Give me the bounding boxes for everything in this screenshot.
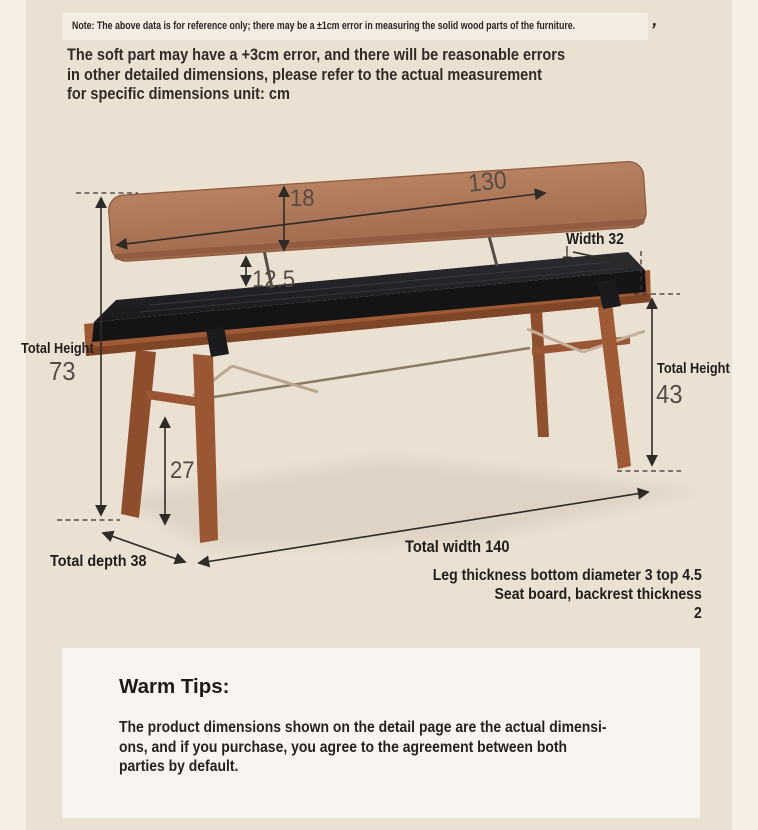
- spec-board-thickness: Seat board, backrest thickness: [494, 586, 702, 603]
- dim-backrest-seat-gap-value: 12.5: [252, 266, 295, 293]
- intro-line-3: for specific dimensions unit: cm: [67, 84, 290, 103]
- dim-total-depth-label: Total depth 38: [50, 553, 147, 570]
- dim-total-height-right-label: Total Height: [657, 360, 730, 377]
- backrest-rod-right: [489, 236, 497, 266]
- warm-tips-box: [62, 648, 700, 818]
- warm-tips-line-3: parties by default.: [119, 758, 239, 775]
- stray-apostrophe-mark: ’: [647, 19, 658, 42]
- dim-total-height-right-value: 43: [656, 379, 683, 409]
- intro-line-1: The soft part may have a +3cm error, and there will be reasonable errors: [67, 45, 566, 64]
- dim-total-height-left-value: 73: [49, 356, 76, 386]
- dim-total-width-label: Total width 140: [405, 537, 510, 556]
- bench-leg-front-right: [597, 300, 631, 469]
- intro-line-2: in other detailed dimensions, please refer to the actual measurement: [67, 64, 542, 84]
- spec-leg-thickness: Leg thickness bottom diameter 3 top 4.5: [432, 567, 702, 584]
- dim-backrest-height-value: 18: [290, 185, 315, 212]
- warm-tips-line-2: ons, and if you purchase, you agree to the agreement between both: [119, 738, 568, 756]
- warm-tips-title: Warm Tips:: [119, 675, 230, 698]
- measurement-note: Note: The above data is for reference only; there may be a ±1cm error in measuring the solid wood parts of the furniture.: [72, 20, 576, 32]
- left-stretcher: [147, 390, 201, 407]
- warm-tips-line-1: The product dimensions shown on the detail page are the actual dimensi-: [119, 719, 607, 736]
- spec-board-thickness-value: 2: [694, 605, 702, 622]
- long-support-rod: [201, 348, 530, 399]
- bench-leg-back-right: [530, 308, 549, 437]
- dim-leg-clearance-value: 27: [170, 457, 195, 484]
- dim-seat-depth-label: Width 32: [566, 231, 624, 248]
- dim-total-height-left-label: Total Height: [21, 340, 94, 357]
- warm-tips-body: [119, 718, 607, 777]
- dim-backrest-length-value: 130: [467, 165, 509, 198]
- spec-text-block: [433, 566, 702, 623]
- bench-leg-back-left: [121, 350, 156, 518]
